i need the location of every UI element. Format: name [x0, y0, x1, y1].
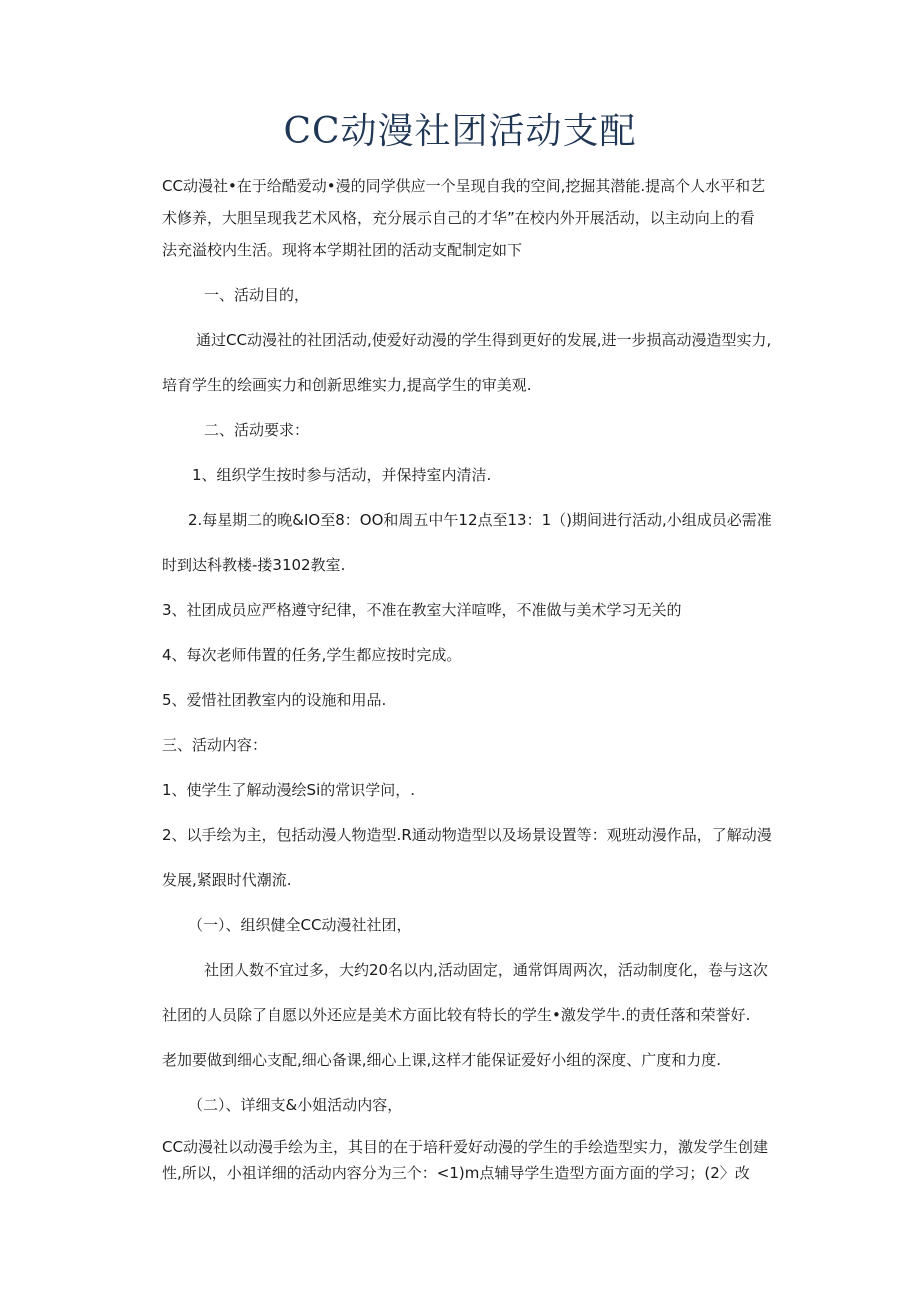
intro-line: 法充溢校内生活。现将本学期社团的活动支配制定如下 — [162, 241, 523, 259]
content-item-continued: 发展,紧跟时代潮流. — [162, 871, 292, 889]
document-title: CC动漫社团活动支配 — [283, 111, 637, 152]
subsection-heading-organize: （一）、组织健全CC动漫社社团， — [188, 916, 412, 934]
section-heading-content: 三、活动内容： — [162, 736, 268, 754]
requirement-item: 5、爱惜社团教室内的设施和用品. — [162, 691, 387, 709]
document-body — [162, 170, 790, 1186]
requirement-item: 3、社团成员应严格遵守纪律，不准在教室大洋喧哗，不准做与美术学习无关的 — [162, 601, 682, 619]
content-item: 1、使学生了解动漫绘Si的常识学问，. — [162, 781, 416, 799]
intro-line: CC动漫社•在于给酷爱动•漫的同学供应一个呈现自我的空间,挖掘其潜能.提高个人水平和艺 — [162, 177, 766, 195]
subsection-body-line: 性,所以，小祖详细的活动内容分为三个：<1)m点辅导学生造型方面方面的学习；(2〉改 — [162, 1164, 750, 1182]
content-item: 2、以手绘为主，包括动漫人物造型.R通动物造型以及场景设置等：观班动漫作品，了解动漫 — [162, 826, 772, 844]
purpose-body-line: 通过CC动漫社的社团活动,使爱好动漫的学生得到更好的发展,进一步损高动漫造型实力, — [196, 331, 772, 349]
purpose-body-line: 培育学生的绘画实力和创新思维实力,提高学生的审美观. — [162, 376, 532, 394]
section-heading-requirements: 二、活动要求： — [204, 421, 310, 439]
section-heading-purpose: 一、活动目的， — [204, 286, 310, 304]
requirement-item: 4、每次老师伟置的任务,学生都应按时完成。 — [162, 646, 462, 664]
subsection-body-line: 社团人数不宜过多，大约20名以内,活动固定，通常饵周两次，活动制度化，卷与这次 — [204, 961, 768, 979]
intro-line: 术修养，大胆呈现我艺术风格，充分展示自己的才华”在校内外开展活动，以主动向上的看 — [162, 209, 755, 227]
subsection-body-line: 老加要做到细心支配,细心备课,细心上课,这样才能保证爱好小组的深度、广度和力度. — [162, 1051, 722, 1069]
subsection-heading-activities: （二）、详细支&小姐活动内容， — [188, 1096, 403, 1114]
subsection-body-line: 社团的人员除了自愿以外还应是美术方面比较有特长的学生•激发学牛.的责任落和荣誉好. — [162, 1006, 751, 1024]
requirement-item: 2.每星期二的晚&IO至8：OO和周五中午12点至13：1（)期间进行活动,小组成员必需准 — [188, 511, 772, 529]
subsection-body-line: CC动漫社以动漫手绘为主，其目的在于培秆爱好动漫的学生的手绘造型实力，激发学生创建 — [162, 1138, 768, 1156]
requirement-item-continued: 时到达科教楼-搂3102教室. — [162, 556, 346, 574]
requirement-item: 1、组织学生按时参与活动，并保持室内清洁. — [192, 466, 492, 484]
